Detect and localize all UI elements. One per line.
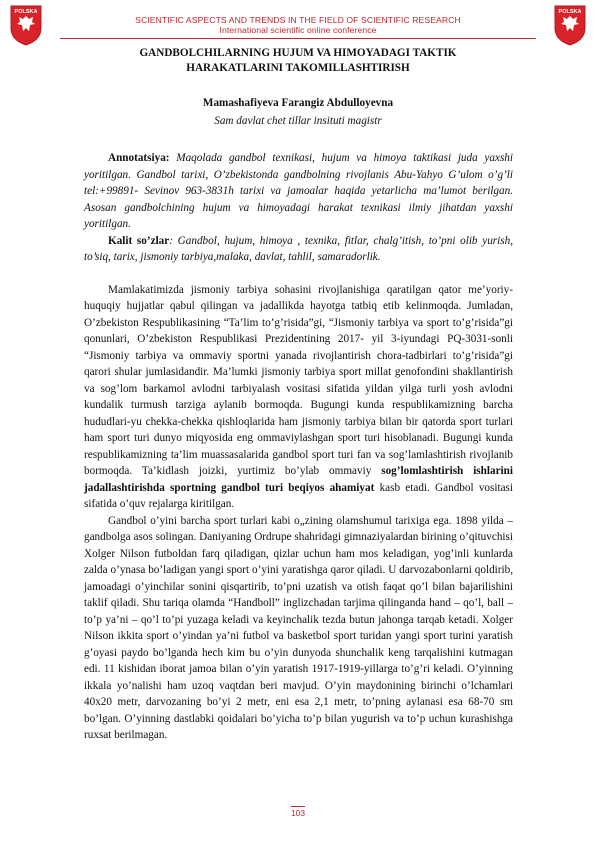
author-affiliation: Sam davlat chet tillar insituti magistr (214, 115, 382, 127)
paragraph-2: Gandbol o’yini barcha sport turlari kabi o„zining olamshumul tarixiga ega. 1898 yilda – gandbolga asos solingan. Daniyaning Ordrupe shahridagi gimnaziyalardan birining o’qituvchisi Xolger Nilson futboldan farq qiladigan, qizlar uchun ham mos keladigan, yog’inli kunlarda zalda o’ynasa bo’ladigan yangi sport o’yini yaratishga qaror qiladi. U darvozabonlarni qoldirib, jamoadagi o’yinchilar sonini qisqartirib, to’pni uzatish va otish faqat qo’l bilan bajarilishini taklif qiladi. Shu tariqa olamda “Handboll” inglizchadan tarjima qilinganda hand – qo’l, ball – to’p ya’ni – qo’l to’pi yuzaga keladi va keyinchalik tezda butun jahonga tarqab ketadi. Xolger Nilson ikkita sport o’yindan ya’ni futbol va basketbol sport turidan yangi sport turini yaratish g’oyasi paydo bo’lganda hech kim bu o’yin dunyoda shunchalik keng tarqalishini kutmagan edi. 11 kishidan iborat jamoa bilan o’yin yaratish 1917-1919-yillarga to’g’ri keladi. O’yinning ikkala yo’nalishi ham uzoq vaqtdan beri mavjud. O’yin maydonining birinchi o’lchamlari 40x20 metr, darvozaning bo’yi 2 metr, eni esa 2,1 metr, to’pning aylanasi esa 68-70 sm bo’lgan. O’yinning dastlabki qoidalari bo’yicha to’p bilan yugurish va to’p uchun kurashishga ruxsat berilmagan. (84, 514, 513, 741)
abstract-label: Annotatsiya: (108, 152, 170, 164)
paper-title (60, 46, 536, 76)
abstract-text: Maqolada gandbol texnikasi, hujum va himoya taktikasi juda yaxshi yoritilgan. Gandbol tarixi, O’zbekistonda gandbolning rivojlanis Abu-Yahyo G’ulom o’g’li tel:+99891- Sevinov 963-3831h tarixi va jamoalar haqida yetarlicha ma’lumot berilgan. Asosan gandbolchining hujum va himoyadagi harakat texnikasi ilmiy jihatdan yaxshi yoritilgan. (84, 152, 514, 230)
header-divider (60, 38, 536, 39)
keywords-text: : Gandbol, hujum, himoya , texnika, fitlar, chalg’itish, to’pni olib yurish, to’siq, tarix, jismoniy tarbiya,malaka, davlat, tahlil, samaradorlik. (84, 234, 513, 263)
paragraph-1-start: Mamlakatimizda jismoniy tarbiya sohasini rivojlanishiga qaratilgan qator me’yoriy-huquqiy hujjatlar qabul qilingan va jadallikda hayotga tatbiq etib kelinmoqda. Jumladan, O’zbekiston Respublikasining “Ta’lim to’g’risida”gi, “Jismoniy tarbiya va sport to’g’risida”gi qonunlari, O’zbekiston Respublikasi Prezidentining 2017- yil 3-iyundagi PQ-3031-sonli “Jismoniy tarbiya va ommaviy sportni yanada rivojlantirish chora-tadbirlari to’g’risida”gi qarori shular jumlasidandir. Ma’lumki jismoniy tarbiya sport millat genofondini shakllantirish va sog’lom barkamol avlodni tarbiyalash vositasi sifatida yildan yilga turli yosh avlodni kundalik turmush tarziga aylanib bormoqda. Bugungi kunda respublikamizning barcha hududlari-yu chekka-chekka qishloqlarida ham jismoniy tarbiya bilan bir qatorda sport turlari ham sport turi dunyo miqyosida eng ommaviylashgan sport turi hisoblanadi. Bugungi kunda respublikamizning ta’lim muassasalarida gandbol sport turi fan va sog’lamlashtirish rivojlanib bormoqda. Ta’kidlash joizki, yurtimiz bo’ylab ommaviy (84, 283, 513, 477)
page-number (0, 808, 596, 818)
article-body (84, 150, 513, 744)
paragraph-1 (84, 282, 513, 513)
page-number-text: 103 (291, 808, 305, 818)
author-name: Mamashafiyeva Farangiz Abdulloyevna (202, 97, 394, 109)
polska-emblem-left (9, 4, 43, 46)
title-line-2: HARAKATLARINI TAKOMILLASHTIRISH (186, 62, 410, 74)
keywords-label: Kalit so’zlar (108, 234, 170, 247)
logo-text: POLSKA (14, 9, 38, 15)
abstract (84, 150, 513, 233)
title-line-1: GANDBOLCHILARNING HUJUM VA HIMOYADAGI TAKTIK (139, 47, 457, 59)
conference-name: SCIENTIFIC ASPECTS AND TRENDS IN THE FIELD OF SCIENTIFIC RESEARCH (135, 15, 461, 25)
logo-text: POLSKA (558, 9, 582, 15)
paragraph-1-bold: sog’lomlashtirish ishlarini jadallashtirishda sportning gandbol turi beqiyos ahamiyat (84, 465, 513, 494)
conference-subtitle: International scientific online conference (219, 25, 377, 35)
polska-emblem-right (553, 4, 587, 46)
keywords (84, 233, 513, 266)
eagle-shield-icon (9, 4, 43, 46)
eagle-shield-icon (553, 4, 587, 46)
conference-header (60, 15, 536, 35)
paragraph-1-end: kasb etadi. Gandbol vositasi sifatida o’quv rejalarga kiritilgan. (84, 481, 513, 510)
